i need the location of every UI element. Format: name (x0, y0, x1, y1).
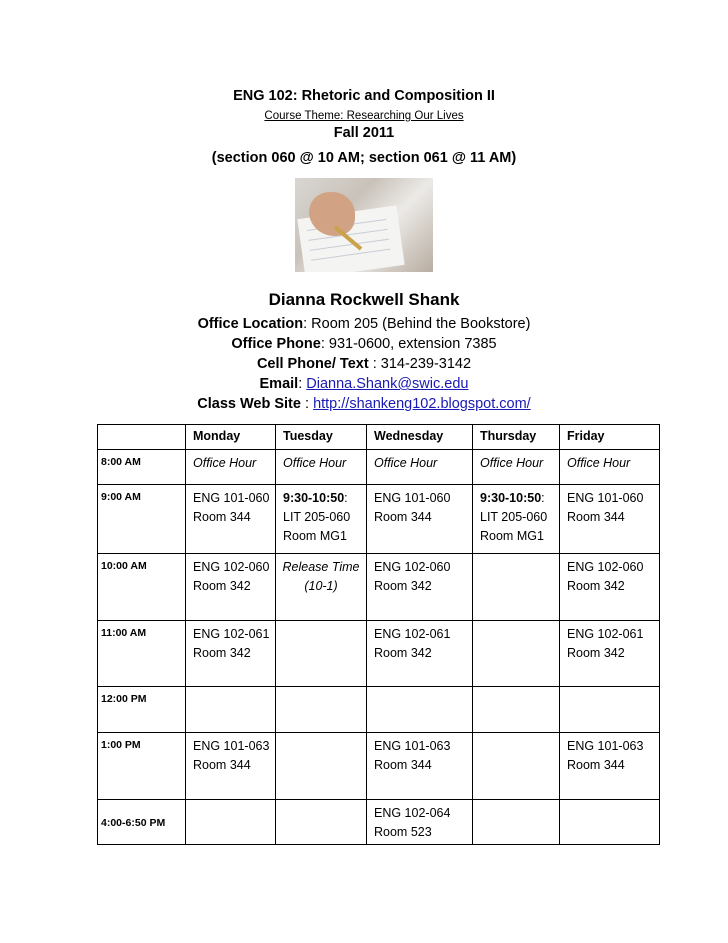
table-row (98, 800, 660, 845)
cell-line (374, 804, 472, 823)
cell-text: Room 344 (193, 510, 251, 524)
cell-text: Room 342 (193, 579, 251, 593)
cell-line (283, 527, 366, 546)
cell-text: Room 344 (567, 758, 625, 772)
cell-line (193, 489, 275, 508)
cell-line (193, 577, 275, 596)
cell-line (480, 527, 559, 546)
course-title: ENG 102: Rhetoric and Composition II (233, 88, 495, 104)
schedule-cell (473, 687, 560, 733)
schedule-cell (560, 800, 660, 845)
cell-text: ENG 101-063 (374, 739, 451, 753)
cell-line (480, 454, 559, 473)
office-phone-label: Office Phone (231, 336, 321, 352)
cell-line (480, 489, 559, 508)
cell-line (480, 508, 559, 527)
cell-text: ENG 101-063 (193, 739, 270, 753)
email-label: Email (259, 376, 299, 392)
office-phone (0, 336, 728, 352)
schedule-cell (186, 450, 276, 485)
instructor-name: Dianna Rockwell Shank (268, 290, 460, 309)
office-location (0, 316, 728, 332)
cell-line (374, 558, 472, 577)
schedule-cell (186, 485, 276, 554)
cell-text: ENG 102-060 (193, 560, 270, 574)
cell-line (374, 454, 472, 473)
cell-line (193, 454, 275, 473)
cell-line (374, 823, 472, 842)
office-location-label: Office Location (197, 316, 304, 332)
cell-line (567, 454, 659, 473)
cell-text: Room 342 (567, 579, 625, 593)
cell-text-suffix: : (541, 491, 545, 505)
schedule-cell (560, 687, 660, 733)
email-sep: : (298, 376, 307, 392)
course-theme: Course Theme: Researching Our Lives (264, 110, 464, 122)
cell-line (374, 737, 472, 756)
cell-text: ENG 102-061 (374, 627, 451, 641)
cell-line (193, 737, 275, 756)
writing-hand-photo (295, 178, 433, 272)
schedule-cell (186, 800, 276, 845)
cell-line (283, 454, 366, 473)
schedule-cell (473, 621, 560, 687)
table-row (98, 554, 660, 621)
cell-text: Room 344 (374, 510, 432, 524)
cell-text: ENG 102-061 (567, 627, 644, 641)
header-monday: Monday (186, 425, 276, 450)
schedule-cell (560, 450, 660, 485)
website-sep: : (300, 396, 314, 412)
time-cell: 4:00-6:50 PM (98, 800, 186, 845)
cell-text: Room 342 (567, 646, 625, 660)
time-cell: 11:00 AM (98, 621, 186, 687)
schedule-cell (473, 554, 560, 621)
cell-text: ENG 101-063 (567, 739, 644, 753)
cell-text: ENG 101-060 (374, 491, 451, 505)
header-wednesday: Wednesday (367, 425, 473, 450)
cell-line (567, 558, 659, 577)
cell-line (567, 625, 659, 644)
office-phone-value: : 931-0600, extension 7385 (320, 336, 497, 352)
cell-text: Office Hour (480, 456, 544, 470)
schedule-cell (473, 450, 560, 485)
header-tuesday: Tuesday (276, 425, 367, 450)
cell-line (567, 508, 659, 527)
time-cell: 9:00 AM (98, 485, 186, 554)
cell-line (193, 558, 275, 577)
cell-text: ENG 101-060 (567, 491, 644, 505)
cell-text: LIT 205-060 (480, 510, 548, 524)
header-corner (98, 425, 186, 450)
email-link[interactable]: Dianna.Shank@swic.edu (306, 376, 469, 392)
schedule-cell (560, 554, 660, 621)
cell-text: Release Time (282, 560, 360, 574)
table-row (98, 485, 660, 554)
schedule-cell (186, 554, 276, 621)
cell-text: Room 344 (374, 758, 432, 772)
schedule-cell (276, 554, 367, 621)
schedule-cell (276, 800, 367, 845)
cell-line (276, 558, 366, 577)
cell-text: Room 344 (567, 510, 625, 524)
cell-line (567, 577, 659, 596)
cell-line (193, 625, 275, 644)
cell-line (193, 644, 275, 663)
time-cell: 12:00 PM (98, 687, 186, 733)
cell-phone-value: : 314-239-3142 (368, 356, 472, 372)
cell-text: Office Hour (283, 456, 347, 470)
cell-text: Room 342 (374, 646, 432, 660)
cell-text-suffix: : (344, 491, 348, 505)
table-row (98, 687, 660, 733)
cell-line (283, 489, 366, 508)
cell-text: Room 523 (374, 825, 432, 839)
cell-line (374, 489, 472, 508)
cell-text: ENG 102-064 (374, 806, 451, 820)
time-cell: 8:00 AM (98, 450, 186, 485)
cell-text: LIT 205-060 (283, 510, 351, 524)
schedule-body (98, 425, 660, 845)
cell-line (567, 489, 659, 508)
schedule-table (97, 424, 660, 845)
schedule-cell (186, 687, 276, 733)
schedule-cell (473, 485, 560, 554)
time-cell: 10:00 AM (98, 554, 186, 621)
cell-line (374, 756, 472, 775)
cell-text: Room 342 (193, 646, 251, 660)
cell-text: Room MG1 (480, 529, 544, 543)
website-link[interactable]: http://shankeng102.blogspot.com/ (313, 396, 531, 412)
schedule-cell (276, 687, 367, 733)
cell-text: ENG 102-060 (567, 560, 644, 574)
cell-text: Room 344 (193, 758, 251, 772)
table-row (98, 733, 660, 800)
schedule-cell (473, 800, 560, 845)
course-sections: (section 060 @ 10 AM; section 061 @ 11 AM) (211, 150, 517, 166)
cell-line (567, 756, 659, 775)
schedule-cell (367, 554, 473, 621)
cell-line (193, 756, 275, 775)
office-location-value: : Room 205 (Behind the Bookstore) (303, 316, 531, 332)
cell-line (193, 508, 275, 527)
schedule-cell (367, 733, 473, 800)
schedule-cell (367, 621, 473, 687)
cell-line (374, 508, 472, 527)
cell-text: Office Hour (567, 456, 631, 470)
schedule-cell (276, 450, 367, 485)
class-website (0, 396, 728, 412)
schedule-cell (276, 621, 367, 687)
schedule-cell (367, 450, 473, 485)
cell-line (567, 644, 659, 663)
table-row (98, 450, 660, 485)
cell-text: Room 342 (374, 579, 432, 593)
cell-line (374, 625, 472, 644)
cell-text: 9:30-10:50 (283, 491, 345, 505)
cell-phone (0, 356, 728, 372)
cell-text: ENG 101-060 (193, 491, 270, 505)
schedule-cell (276, 733, 367, 800)
cell-text: Office Hour (193, 456, 257, 470)
schedule-cell (186, 621, 276, 687)
cell-text: ENG 102-060 (374, 560, 451, 574)
cell-text: Office Hour (374, 456, 438, 470)
schedule-cell (367, 687, 473, 733)
email (0, 376, 728, 392)
cell-text: ENG 102-061 (193, 627, 270, 641)
schedule-cell (560, 485, 660, 554)
schedule-header-row (98, 425, 660, 450)
cell-line (283, 508, 366, 527)
cell-text: 9:30-10:50 (480, 491, 542, 505)
header-friday: Friday (560, 425, 660, 450)
cell-line (374, 644, 472, 663)
cell-line (276, 577, 366, 596)
course-term: Fall 2011 (333, 125, 395, 141)
schedule-cell (560, 733, 660, 800)
website-label: Class Web Site (197, 396, 301, 412)
schedule-cell (276, 485, 367, 554)
schedule-cell (560, 621, 660, 687)
cell-text: Room MG1 (283, 529, 347, 543)
schedule-cell (367, 485, 473, 554)
cell-phone-label: Cell Phone/ Text (256, 356, 369, 372)
schedule-cell (367, 800, 473, 845)
header-thursday: Thursday (473, 425, 560, 450)
table-row (98, 621, 660, 687)
schedule-cell (186, 733, 276, 800)
cell-line (374, 577, 472, 596)
cell-line (567, 737, 659, 756)
schedule-cell (473, 733, 560, 800)
cell-text: (10-1) (304, 579, 338, 593)
time-cell: 1:00 PM (98, 733, 186, 800)
